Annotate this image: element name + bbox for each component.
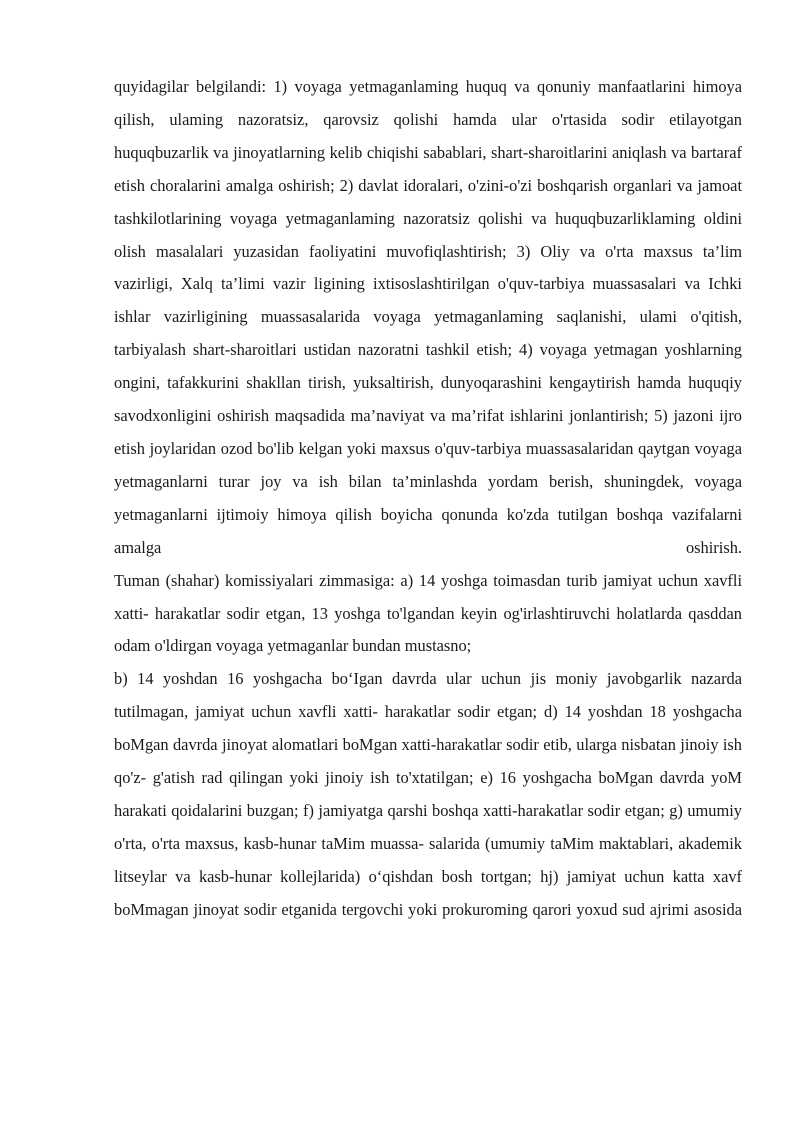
paragraph-district-commissions: Tuman (shahar) komissiyalari zimmasiga: a) 14 yoshga toimasdan turib jamiyat uchun xavfli xatti- harakatlar sodir etgan, 13 yoshga to'lgandan keyin og'irlashtiruvchi holatlarda qasddan odam o'ldirgan voyaga yetmaganlar bundan mustasno; — [114, 570, 742, 656]
paragraph-list-b-to-hj: b) 14 yoshdan 16 yoshgacha bo‘Igan davrda ular uchun jis moniy javobgarlik nazarda tutilmagan, jamiyat uchun xavfli xatti- harakatlar sodir etgan; d) 14 yoshdan 18 yoshgacha boMgan davrda jinoyat alomatlari boMgan xatti-harakatlar sodir etib, ularga nisbatan jinoiy ish qo'z- g'atish rad qilingan yoki jinoiy ish to'xtatilgan; e) 16 yoshgacha boMgan davrda yoM harakati qoidalarini buzgan; f) jamiyatga qarshi boshqa xatti-harakatlar sodir etgan; g) umumiy o'rta, o'rta maxsus, kasb-hunar taMim muassa- salarida (umumiy taMim maktablari, akademik litseylar va kasb-hunar kollejlarida) o‘qishdan bosh tortgan; hj) jamiyat uchun katta xavf boMmagan jinoyat sodir etganida tergovchi yoki prokuroming qarori yoxud sud ajrimi asosida — [114, 669, 742, 919]
paragraph-commission-tasks: quyidagilar belgilandi: 1) voyaga yetmaganlaming huquq va qonuniy manfaatlarini himoya qilish, ulaming nazoratsiz, qarovsiz qolishi hamda ular o'rtasida sodir etilayotgan huquqbuzarlik va jinoyatlarning kelib chiqishi sabablari, shart-sharoitlarini aniqlash va bartaraf etish choralarini amalga oshirish; 2) davlat idoralari, o'zini-o'zi boshqarish organlari va jamoat tashkilotlarining voyaga yetmaganlaming nazoratsiz qolishi va huquqbuzarliklaming oldini olish masalalari yuzasidan faoliyatini muvofiqlashtirish; 3) Oliy va o'rta maxsus ta’lim vazirligi, Xalq ta’limi vazir ligining ixtisoslashtirilgan o'quv-tarbiya muassasalari va Ichki ishlar vazirligining muassasalarida voyaga yetmaganlaming saqlanishi, ulami o'qitish, tarbiyalash shart-sharoitlari ustidan nazoratni tashkil etish; 4) voyaga yetmagan yoshlarning ongini, tafakkurini shakllan tirish, yuksaltirish, dunyoqarashini kengaytirish hamda huquqiy savodxonligini oshirish maqsadida ma’naviyat va ma’rifat ishlarini jonlantirish; 5) jazoni ijro etish joylaridan ozod bo'lib kelgan yoki maxsus o'quv-tarbiya muassasalaridan qaytgan voyaga yetmaganlarni turar joy va ish bilan ta’minlashda yordam berish, shuningdek, voyaga yetmaganlarni ijtimoiy himoya qilish boyicha qonunda ko'zda tutilgan boshqa vazifalarni amalga oshirish. — [114, 77, 742, 557]
document-page — [114, 71, 742, 927]
